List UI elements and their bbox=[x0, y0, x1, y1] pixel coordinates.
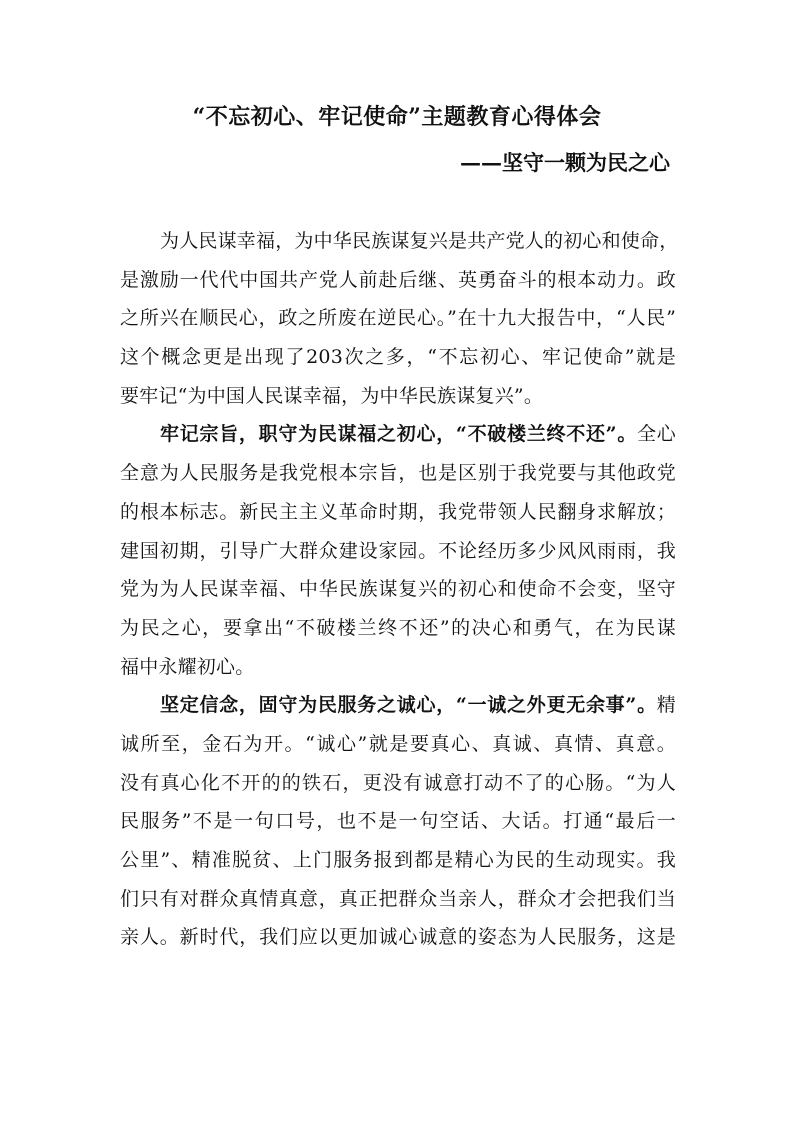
paragraph-3-line-5: 公里”、精准脱贫、上门服务报到都是精心为民的生动现实。我 bbox=[120, 849, 676, 871]
paragraph-3-line-6: 们只有对群众真情真意，真正把群众当亲人，群众才会把我们当 bbox=[120, 887, 676, 910]
paragraph-2-line-5: 党为为人民谋幸福、中华民族谋复兴的初心和使命不会变，坚守 bbox=[120, 578, 676, 601]
paragraph-3-line-3: 没有真心化不开的的铁石，更没有诚意打动不了的心肠。“为人 bbox=[120, 771, 676, 794]
paragraph-2-line-1: 牢记宗旨，职守为民谋福之初心，“不破楼兰终不还”。全心 bbox=[160, 423, 677, 446]
paragraph-2-line-4: 建国初期，引导广大群众建设家园。不论经历多少风风雨雨，我 bbox=[120, 539, 676, 562]
paragraph-3-lead-bold: 坚定信念，固守为民服务之诚心，“一诚之外更无余事”。 bbox=[160, 694, 657, 717]
paragraph-2-lead-bold: 牢记宗旨，职守为民谋福之初心，“不破楼兰终不还”。 bbox=[160, 423, 638, 446]
paragraph-2-line-7: 福中永耀初心。 bbox=[120, 655, 255, 678]
paragraph-1-line-3: 之所兴在顺民心，政之所废在逆民心。”在十九大报告中，“人民” bbox=[120, 307, 676, 330]
paragraph-3-line-2: 诚所至，金石为开。“诚心”就是要真心、真诚、真情、真意。 bbox=[120, 732, 676, 755]
paragraph-1-line-2: 是激励一代代中国共产党人前赴后继、英勇奋斗的根本动力。政 bbox=[120, 268, 676, 291]
paragraph-2-line-2: 全意为人民服务是我党根本宗旨，也是区别于我党要与其他政党 bbox=[120, 462, 676, 485]
paragraph-2-line-3: 的根本标志。新民主主义革命时期，我党带领人民翻身求解放； bbox=[120, 500, 676, 523]
paragraph-1-line-5: 要牢记“为中国人民谋幸福，为中华民族谋复兴”。 bbox=[120, 384, 544, 407]
paragraph-1-line-4: 这个概念更是出现了203次之多，“不忘初心、牢记使命”就是 bbox=[120, 346, 676, 369]
paragraph-3-line-1: 坚定信念，固守为民服务之诚心，“一诚之外更无余事”。精 bbox=[160, 694, 676, 717]
paragraph-3-line-4: 民服务”不是一句口号，也不是一句空话、大话。打通“最后一 bbox=[120, 810, 676, 833]
document-subtitle: ——坚守一颗为民之心 bbox=[460, 150, 670, 175]
paragraph-2-line-6: 为民之心，要拿出“不破楼兰终不还”的决心和勇气，在为民谋 bbox=[120, 616, 676, 639]
paragraph-3-line-7: 亲人。新时代，我们应以更加诚心诚意的姿态为人民服务，这是 bbox=[120, 926, 676, 949]
paragraph-1-line-1: 为人民谋幸福，为中华民族谋复兴是共产党人的初心和使命， bbox=[160, 230, 679, 252]
document-body bbox=[120, 222, 679, 957]
document-title: “不忘初心、牢记使命”主题教育心得体会 bbox=[192, 104, 602, 130]
